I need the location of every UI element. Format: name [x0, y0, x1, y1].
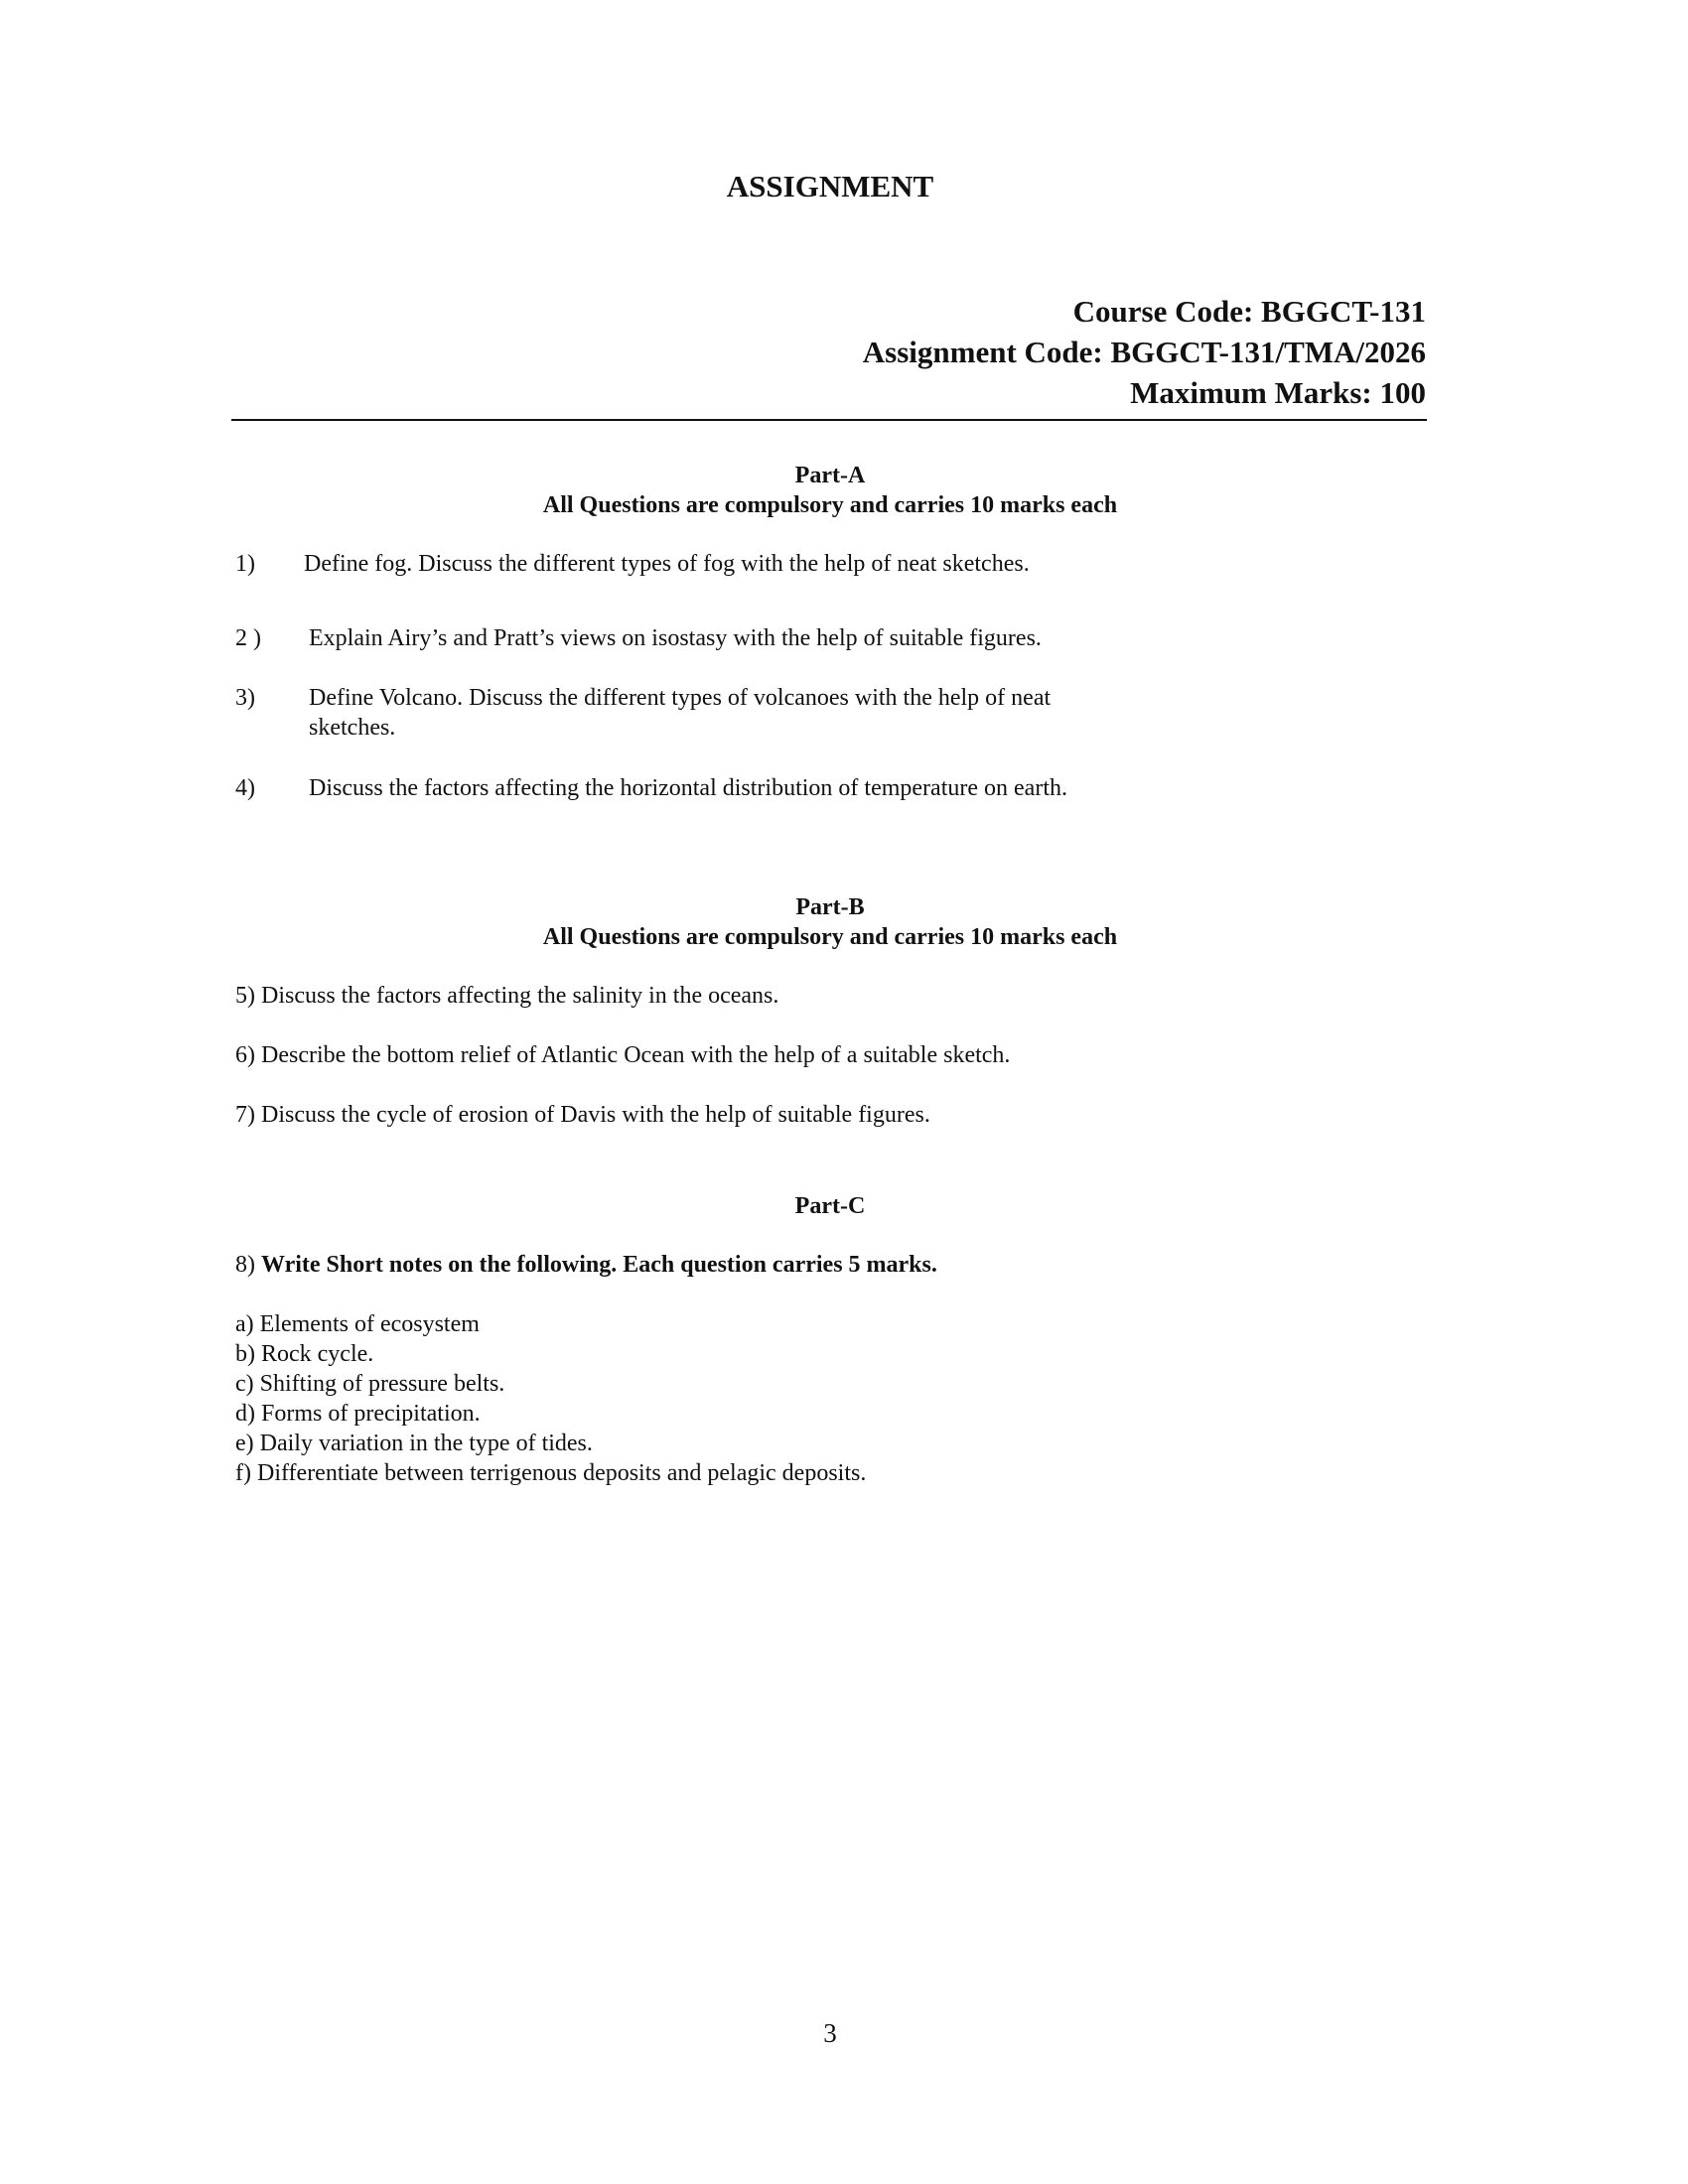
part-a-instruction: All Questions are compulsory and carries 10 marks each	[542, 492, 1118, 518]
question-text: Explain Airy’s and Pratt’s views on isostasy with the help of suitable figures.	[309, 625, 1042, 651]
question-number: 2 )	[235, 625, 261, 651]
question-item: 7) Discuss the cycle of erosion of Davis with the help of suitable figures.	[235, 1102, 930, 1128]
question-text: Define fog. Discuss the different types of fog with the help of neat sketches.	[304, 551, 1030, 577]
short-notes-heading: Write Short notes on the following. Each question carries 5 marks.	[261, 1252, 937, 1278]
question-number: 3)	[235, 685, 255, 711]
short-note-item: f) Differentiate between terrigenous deposits and pelagic deposits.	[235, 1460, 867, 1486]
part-b-instruction: All Questions are compulsory and carries 10 marks each	[542, 924, 1118, 950]
question-item: 6) Describe the bottom relief of Atlantic Ocean with the help of a suitable sketch.	[235, 1042, 1011, 1068]
question-number: 8)	[235, 1252, 255, 1278]
question-text: Define Volcano. Discuss the different types of volcanoes with the help of neat	[309, 685, 1052, 711]
question-number: 4)	[235, 775, 255, 801]
header-divider	[231, 419, 1427, 421]
question-number: 1)	[235, 551, 255, 577]
document-title: ASSIGNMENT	[726, 169, 934, 204]
short-note-item: a) Elements of ecosystem	[235, 1311, 480, 1337]
short-notes-question	[235, 1252, 937, 1279]
part-a-title: Part-A	[794, 463, 866, 488]
part-c-title: Part-C	[794, 1193, 866, 1219]
maximum-marks: Maximum Marks: 100	[1130, 375, 1426, 410]
question-text: Discuss the factors affecting the horizontal distribution of temperature on earth.	[309, 775, 1067, 801]
short-note-item: b) Rock cycle.	[235, 1341, 374, 1367]
assignment-code: Assignment Code: BGGCT-131/TMA/2026	[862, 335, 1426, 369]
course-code: Course Code: BGGCT-131	[1072, 294, 1426, 329]
short-note-item: c) Shifting of pressure belts.	[235, 1371, 505, 1397]
page-number: 3	[823, 2018, 837, 2048]
short-note-item: d) Forms of precipitation.	[235, 1401, 481, 1427]
question-text-continued: sketches.	[309, 715, 396, 741]
part-b-title: Part-B	[795, 894, 865, 920]
question-item: 5) Discuss the factors affecting the salinity in the oceans.	[235, 983, 779, 1009]
short-note-item: e) Daily variation in the type of tides.	[235, 1431, 593, 1456]
